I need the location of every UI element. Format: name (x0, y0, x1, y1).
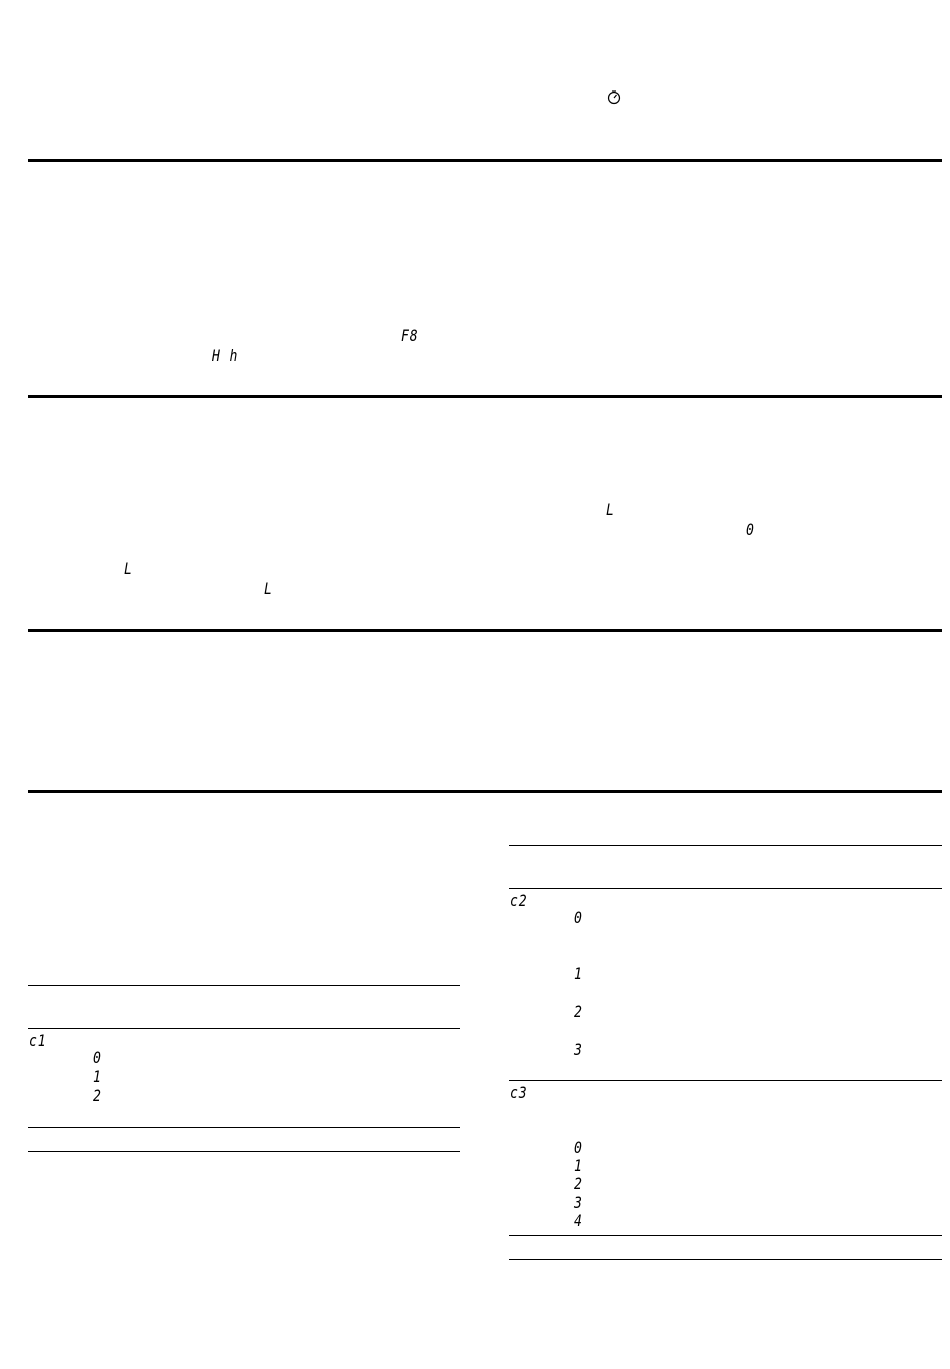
table-rule (509, 1235, 942, 1236)
table-rule (509, 1259, 942, 1260)
setting-value: 3 (574, 1193, 583, 1212)
table-rule (28, 1127, 460, 1128)
section-divider-4 (28, 790, 942, 793)
setting-value: 2 (574, 1174, 583, 1193)
table-rule (509, 888, 942, 889)
setting-value: 3 (574, 1040, 583, 1059)
display-symbol-h: H h (212, 346, 239, 365)
setting-code-c3: c3 (510, 1083, 528, 1102)
setting-value: 2 (93, 1086, 102, 1105)
section-divider-1 (28, 159, 942, 162)
section-divider-3 (28, 629, 942, 632)
table-rule (509, 1080, 942, 1081)
timer-icon (606, 89, 622, 105)
table-rule (509, 845, 942, 846)
display-symbol-l: L (264, 579, 273, 598)
setting-value: 0 (93, 1048, 102, 1067)
display-symbol-l: L (606, 500, 615, 519)
display-symbol-l: L (124, 559, 133, 578)
section-divider-2 (28, 395, 942, 398)
setting-value: 1 (574, 1156, 583, 1175)
setting-value: 0 (574, 908, 583, 927)
setting-code-c1: c1 (29, 1031, 47, 1050)
setting-value: 1 (574, 964, 583, 983)
table-rule (28, 1028, 460, 1029)
setting-value: 0 (574, 1138, 583, 1157)
display-symbol-f8: F8 (401, 326, 419, 345)
setting-value: 1 (93, 1067, 102, 1086)
display-symbol-0: 0 (746, 520, 755, 539)
table-rule (28, 1151, 460, 1152)
setting-value: 2 (574, 1002, 583, 1021)
setting-code-c2: c2 (510, 891, 528, 910)
table-rule (28, 985, 460, 986)
setting-value: 4 (574, 1211, 583, 1230)
